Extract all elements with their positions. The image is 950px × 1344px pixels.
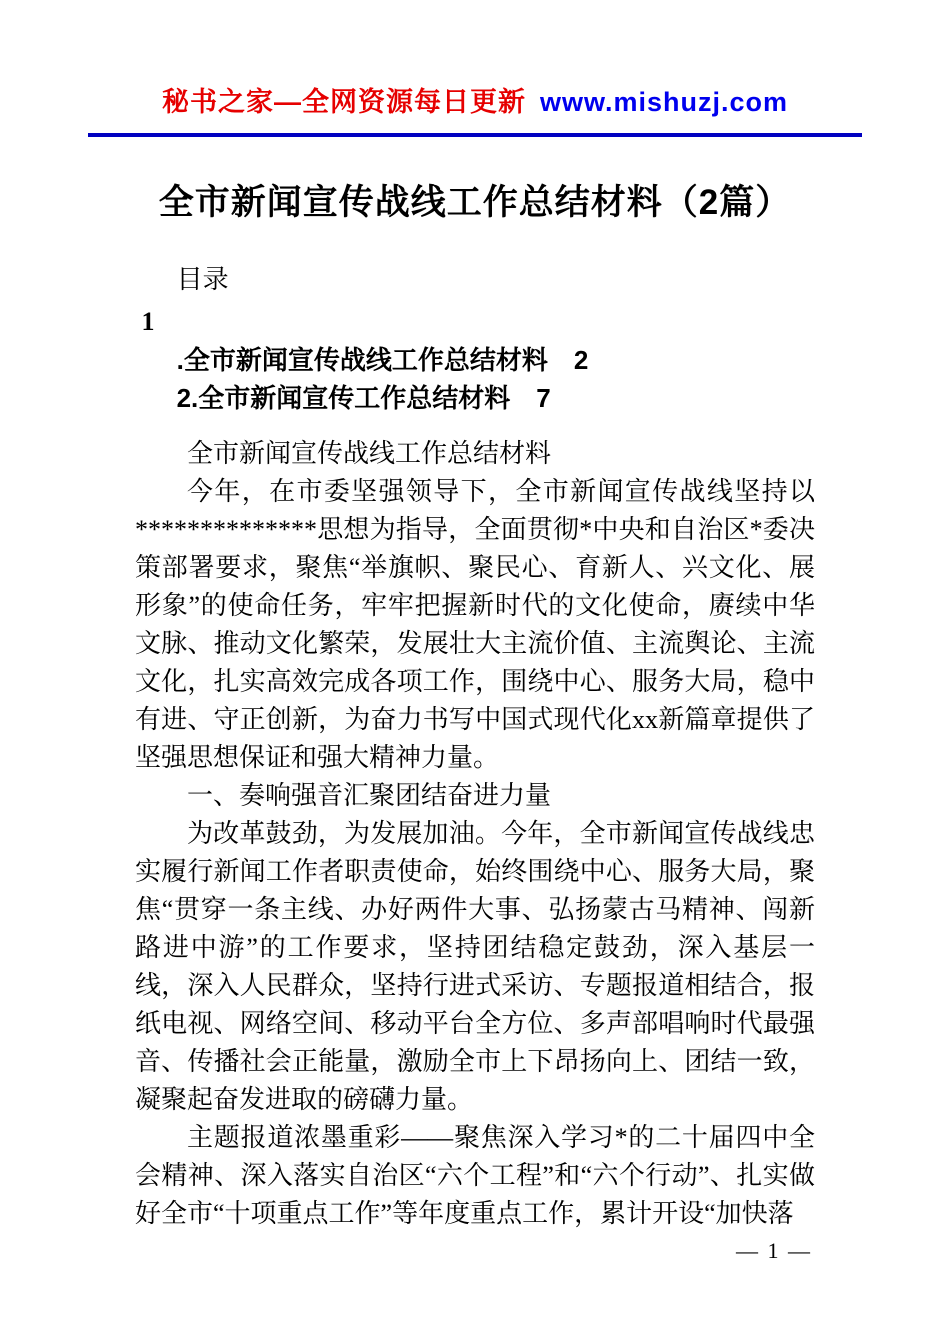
toc-entry-2: 2.全市新闻宣传工作总结材料 7 (176, 383, 551, 413)
paragraph-body-1: 为改革鼓劲，为发展加油。今年，全市新闻宣传战线忠实履行新闻工作者职责使命，始终围绕中心、服务大局，聚焦“贯穿一条主线、办好两件大事、弘扬蒙古马精神、闯新路进中游”的工作要求，坚持团结稳定鼓劲，深入基层一线，深入人民群众，坚持行进式采访、专题报道相结合，报纸电视、网络空间、移动平台全方位、多声部唱响时代最强音、传播社会正能量，激励全市上下昂扬向上、团结一致，凝聚起奋发进取的磅礴力量。 (135, 819, 815, 1114)
toc-entry-1: .全市新闻宣传战线工作总结材料 2 (176, 345, 589, 375)
site-url-link[interactable]: www.mishuzj.com (539, 87, 789, 117)
site-tagline: —全网资源每日更新 (273, 87, 526, 117)
section-heading: 全市新闻宣传战线工作总结材料 (187, 439, 552, 468)
paragraph-body-2-truncated: 主题报道浓墨重彩——聚焦深入学习*的二十届四中全会精神、深入落实自治区“六个工程”和“六个行动”、扎实做好全市“十项重点工作”等年度重点工作，累计开设“加快落 (135, 1123, 815, 1228)
paragraph-intro: 今年，在市委坚强领导下，全市新闻宣传战线坚持以**************思想为指导，全面贯彻*中央和自治区*委决策部署要求，聚焦“举旗帜、聚民心、育新人、兴文化、展形象”的使命任务，牢牢把握新时代的文化使命，赓续中华文脉、推动文化繁荣，发展壮大主流价值、主流舆论、主流文化，扎实高效完成各项工作，围绕中心、服务大局，稳中有进、守正创新，为奋力书写中国式现代化xx新篇章提供了坚强思想保证和强大精神力量。 (135, 477, 815, 772)
toc-label: 目录 (176, 265, 229, 294)
header-divider (88, 133, 862, 137)
site-header (0, 0, 950, 119)
page-number: — 1 — (736, 1238, 812, 1263)
subheading-1: 一、奏响强音汇聚团结奋进力量 (187, 781, 552, 810)
site-name: 秘书之家 (161, 87, 274, 117)
toc-entry-1-number: 1 (141, 307, 155, 336)
document-title: 全市新闻宣传战线工作总结材料（2篇） (158, 183, 792, 222)
document-body (135, 261, 815, 1233)
